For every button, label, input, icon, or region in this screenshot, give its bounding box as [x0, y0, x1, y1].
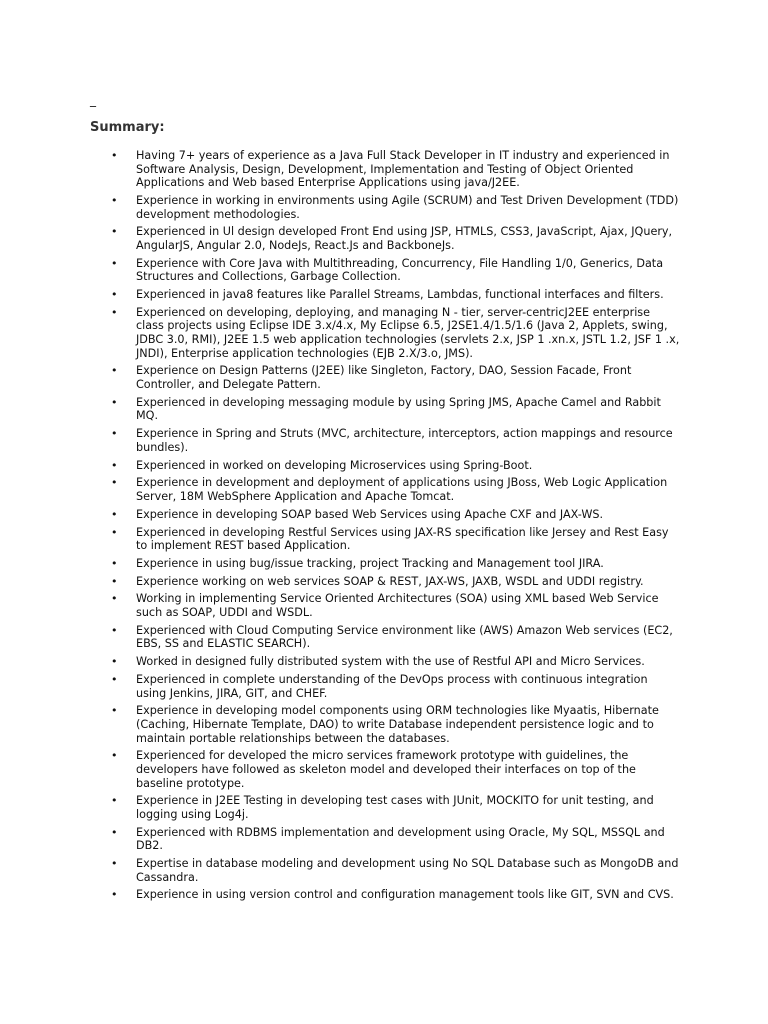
summary-bullet-text: Experienced in Ul design developed Front End using JSP, HTMLS, CSS3, JavaScript, Ajax, JQuery, AngularJS, Angular 2.0, NodeJs, React.Js and BackboneJs.	[136, 225, 673, 252]
summary-bullet-text: Expertise in database modeling and development using No SQL Database such as MongoDB and Cassandra.	[136, 857, 679, 884]
bullet-icon: •	[111, 704, 118, 718]
bullet-icon: •	[111, 888, 118, 902]
summary-bullet-item	[108, 364, 680, 391]
summary-bullet-text: Experienced on developing, deploying, and managing N - tier, server-centricJ2EE enterprise class projects using Eclipse IDE 3.x/4.x, My Eclipse 6.5, J2SE1.4/1.5/1.6 (Java 2, Applets, swing, JDBC 3.0, RMI), J2EE 1.5 web application technologies (servlets 2.x, JSP 1 .xn.x, JSTL 1.2, JSF 1 .x, JNDI), Enterprise application technologies (EJB 2.X/3.o, JMS).	[136, 305, 680, 360]
summary-bullet-text: Experience with Core Java with Multithreading, Concurrency, File Handling 1/0, Generics, Data Structures and Collections, Garbage Collection.	[136, 256, 664, 284]
summary-bullet-text: Experience in using bug/issue tracking, project Tracking and Management tool JIRA.	[136, 556, 604, 570]
summary-bullet-text: Experience in J2EE Testing in developing test cases with JUnit, MOCKITO for unit testing, and logging using Log4j.	[136, 794, 654, 821]
summary-bullet-text: Experienced in complete understanding of the DevOps process with continuous integration using Jenkins, JIRA, GIT, and CHEF.	[136, 672, 648, 700]
summary-bullet-item	[108, 526, 680, 553]
bullet-icon: •	[111, 525, 118, 539]
bullet-icon: •	[111, 592, 118, 606]
summary-bullet-text: Experience on Design Patterns (J2EE) like Singleton, Factory, DAO, Session Facade, Front Controller, and Delegate Pattern.	[136, 364, 632, 392]
bullet-icon: •	[111, 623, 118, 637]
bullet-icon: •	[111, 395, 118, 409]
summary-bullet-item	[108, 704, 680, 745]
summary-bullet-text: Experienced in worked on developing Microservices using Spring-Boot.	[136, 458, 533, 472]
summary-bullet-item	[108, 826, 680, 853]
summary-bullet-text: Experience in using version control and configuration management tools like GIT, SVN and CVS.	[136, 888, 674, 902]
summary-bullet-item	[108, 396, 680, 423]
bullet-icon: •	[111, 305, 118, 319]
bullet-icon: •	[111, 857, 118, 871]
summary-bullet-item	[108, 225, 680, 252]
summary-bullet-item	[108, 508, 680, 522]
summary-bullet-item	[108, 592, 680, 619]
bullet-icon: •	[111, 225, 118, 239]
summary-bullet-text: Experienced for developed the micro services framework prototype with guidelines, the developers have followed as skeleton model and developed their interfaces on top of the baseline prototype.	[136, 749, 636, 790]
summary-bullet-item	[108, 257, 680, 284]
summary-bullet-text: Experience in Spring and Struts (MVC, architecture, interceptors, action mappings and resource bundles).	[136, 427, 673, 454]
summary-bullet-item	[108, 888, 680, 902]
summary-bullet-text: Experienced with RDBMS implementation and development using Oracle, My SQL, MSSQL and DB2.	[136, 825, 665, 853]
summary-bullet-item	[108, 655, 680, 669]
summary-bullet-text: Having 7+ years of experience as a Java Full Stack Developer in IT industry and experienced in Software Analysis, Design, Development, Implementation and Testing of Object Oriented Applications and Web based Enterprise Applications using java/J2EE.	[136, 149, 670, 190]
summary-bullet-item	[108, 749, 680, 790]
bullet-icon: •	[111, 364, 118, 378]
summary-bullet-text: Experience in developing model components using ORM technologies like Myaatis, Hibernate (Caching, Hibernate Template, DAO) to write Database independent persistence logic and to maintain portable relationships between the databases.	[136, 704, 659, 745]
bullet-icon: •	[111, 672, 118, 686]
summary-bullet-text: Experienced in java8 features like Parallel Streams, Lambdas, functional interfaces and filters.	[136, 288, 664, 302]
summary-bullet-item	[108, 427, 680, 454]
summary-bullet-item	[108, 476, 680, 503]
bullet-icon: •	[111, 556, 118, 570]
bullet-icon: •	[111, 458, 118, 472]
summary-bullet-item	[108, 306, 680, 360]
summary-bullet-item	[108, 673, 680, 700]
bullet-icon: •	[111, 574, 118, 588]
summary-bullet-text: Experienced in developing messaging module by using Spring JMS, Apache Camel and Rabbit MQ.	[136, 395, 661, 423]
summary-bullet-text: Worked in designed fully distributed system with the use of Restful API and Micro Services.	[136, 655, 645, 669]
summary-bullet-item	[108, 624, 680, 651]
summary-bullet-text: Experience in development and deployment of applications using JBoss, Web Logic Application Server, 18M WebSphere Application and Apache Tomcat.	[136, 476, 668, 503]
bullet-icon: •	[111, 825, 118, 839]
bullet-icon: •	[111, 655, 118, 669]
summary-bullet-list	[108, 149, 680, 906]
summary-bullet-item	[108, 149, 680, 190]
bullet-icon: •	[111, 427, 118, 441]
summary-bullet-item	[108, 575, 680, 589]
summary-bullet-item	[108, 557, 680, 571]
summary-bullet-text: Experience in working in environments using Agile (SCRUM) and Test Driven Development (TDD) development methodologies.	[136, 193, 679, 221]
bullet-icon: •	[111, 749, 118, 763]
bullet-icon: •	[111, 256, 118, 270]
summary-bullet-item	[108, 459, 680, 473]
summary-bullet-item	[108, 857, 680, 884]
summary-bullet-text: Working in implementing Service Oriented Architectures (SOA) using XML based Web Service such as SOAP, UDDI and WSDL.	[136, 592, 659, 620]
separator-dash: _	[90, 93, 96, 107]
summary-bullet-item	[108, 794, 680, 821]
bullet-icon: •	[111, 794, 118, 808]
bullet-icon: •	[111, 288, 118, 302]
summary-bullet-text: Experience in developing SOAP based Web Services using Apache CXF and JAX-WS.	[136, 507, 604, 521]
summary-bullet-item	[108, 288, 680, 302]
summary-bullet-text: Experienced in developing Restful Services using JAX-RS specification like Jersey and Rest Easy to implement REST based Application.	[136, 525, 669, 553]
bullet-icon: •	[111, 149, 118, 162]
summary-heading: Summary:	[90, 120, 165, 135]
bullet-icon: •	[111, 193, 118, 207]
bullet-icon: •	[111, 507, 118, 521]
summary-bullet-text: Experience working on web services SOAP & REST, JAX-WS, JAXB, WSDL and UDDI registry.	[136, 574, 644, 588]
summary-bullet-text: Experienced with Cloud Computing Service environment like (AWS) Amazon Web services (EC2, EBS, SS and ELASTIC SEARCH).	[136, 623, 673, 651]
summary-bullet-item	[108, 194, 680, 221]
bullet-icon: •	[111, 476, 118, 490]
